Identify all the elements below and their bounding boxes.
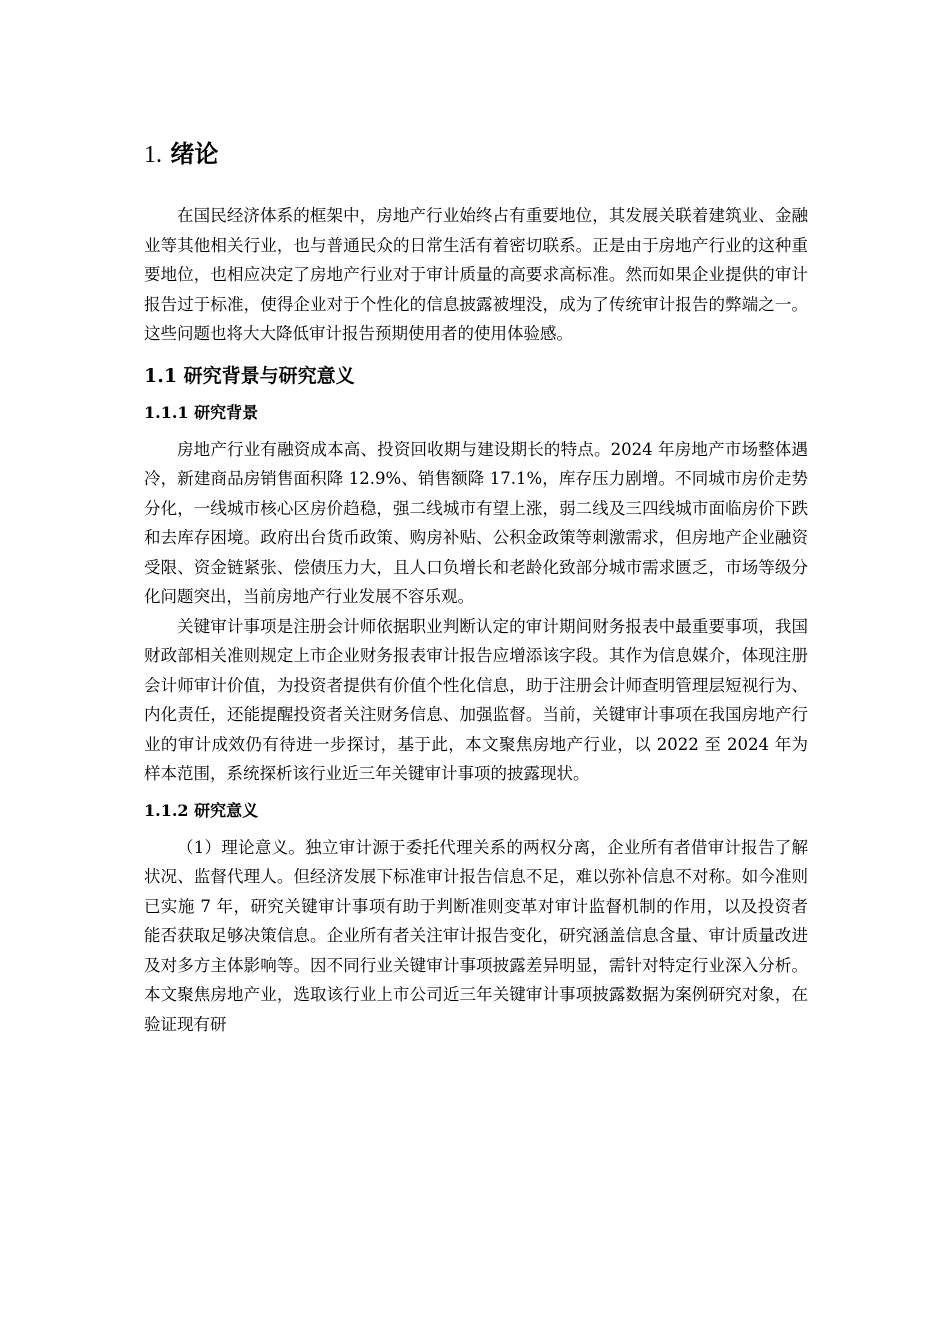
chapter-heading <box>144 130 808 179</box>
subsection-heading-1-1-1: 1.1.1 研究背景 <box>144 402 259 422</box>
subsection-heading-1-1-2: 1.1.2 研究意义 <box>144 800 259 820</box>
background-paragraph-2: 关键审计事项是注册会计师依据职业判断认定的审计期间财务报表中最重要事项，我国财政部相关准则规定上市企业财务报表审计报告应增添该字段。其作为信息媒介，体现注册会计师审计价值，为投资者提供有价值个性化信息，助于注册会计师查明管理层短视行为、内化责任，还能提醒投资者关注财务信息、加强监督。当前，关键审计事项在我国房地产行业的审计成效仍有待进一步探讨，基于此，本文聚焦房地产行业，以 2022 至 2024 年为样本范围，系统探析该行业近三年关键审计事项的披露现状。 <box>144 616 808 783</box>
intro-paragraph: 在国民经济体系的框架中，房地产行业始终占有重要地位，其发展关联着建筑业、金融业等其他相关行业，也与普通民众的日常生活有着密切联系。正是由于房地产行业的这种重要地位，也相应决定了房地产行业对于审计质量的高要求高标准。然而如果企业提供的审计报告过于标准，使得企业对于个性化的信息披露被埋没，成为了传统审计报告的弊端之一。这些问题也将大大降低审计报告预期使用者的使用体验感。 <box>144 206 808 343</box>
document-page <box>144 130 808 1039</box>
chapter-number: 1. <box>144 142 162 168</box>
chapter-title: 绪论 <box>170 139 219 168</box>
background-paragraph-1: 房地产行业有融资成本高、投资回收期与建设期长的特点。2024 年房地产市场整体遇冷，新建商品房销售面积降 12.9%、销售额降 17.1%，库存压力剧增。不同城市房价走势分化，一线城市核心区房价趋稳，强二线城市有望上涨，弱二线及三四线城市面临房价下跌和去库存困境。政府出台货币政策、购房补贴、公积金政策等刺激需求，但房地产企业融资受限、资金链紧张、偿债压力大，且人口负增长和老龄化致部分城市需求匮乏，市场等级分化问题突出，当前房地产行业发展不容乐观。 <box>144 439 808 606</box>
section-heading-1-1: 1.1 研究背景与研究意义 <box>144 364 355 387</box>
significance-paragraph-1: （1）理论意义。独立审计源于委托代理关系的两权分离，企业所有者借审计报告了解状况、监督代理人。但经济发展下标准审计报告信息不足，难以弥补信息不对称。如今准则已实施 7 年，研究关键审计事项有助于判断准则变革对审计监督机制的作用，以及投资者能否获取足够决策信息。企业所有者关注审计报告变化，研究涵盖信息含量、审计质量改进及对多方主体影响等。因不同行业关键审计事项披露差异明显，需针对特定行业深入分析。本文聚焦房地产业，选取该行业上市公司近三年关键审计事项披露数据为案例研究对象，在验证现有研 <box>144 837 808 1034</box>
